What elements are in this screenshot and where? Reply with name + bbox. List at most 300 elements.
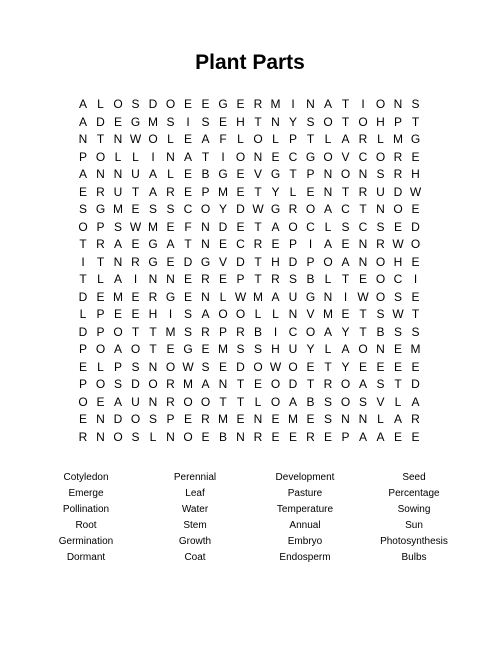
grid-letter: R	[358, 184, 368, 199]
grid-letter: C	[358, 219, 368, 234]
grid-letter: R	[253, 237, 263, 251]
grid-letter: W	[182, 359, 194, 374]
grid-letter: T	[359, 202, 367, 216]
grid-letter: L	[254, 307, 262, 321]
grid-letter: R	[253, 97, 263, 111]
grid-letter: S	[131, 359, 140, 374]
grid-letter: E	[358, 272, 367, 286]
word-list-item: Seed	[402, 472, 426, 483]
grid-letter: B	[306, 272, 315, 286]
grid-letter: N	[113, 132, 123, 146]
grid-letter: H	[271, 254, 280, 269]
grid-letter: L	[149, 429, 157, 444]
grid-letter: D	[393, 184, 403, 199]
grid-letter: N	[323, 289, 333, 304]
grid-letter: C	[393, 272, 403, 286]
grid-letter: N	[323, 167, 333, 181]
grid-letter: C	[341, 202, 350, 216]
grid-letter: E	[393, 219, 402, 234]
word-list-item: Dormant	[66, 552, 106, 563]
grid-letter: E	[183, 184, 192, 199]
grid-letter: W	[269, 359, 282, 374]
grid-letter: R	[166, 184, 175, 199]
grid-letter: D	[78, 324, 88, 339]
grid-letter: S	[376, 167, 385, 181]
grid-letter: O	[165, 359, 176, 374]
grid-letter: N	[201, 237, 210, 251]
grid-letter: R	[393, 167, 403, 181]
grid-letter: S	[148, 412, 157, 426]
grid-letter: C	[236, 237, 245, 251]
grid-letter: T	[236, 394, 245, 409]
grid-letter: P	[78, 377, 87, 391]
grid-letter: R	[253, 429, 263, 444]
grid-letter: R	[288, 202, 298, 216]
grid-letter: G	[200, 254, 211, 269]
grid-letter: P	[341, 429, 350, 444]
grid-letter: A	[393, 412, 402, 426]
word-list-item: Water	[181, 504, 209, 515]
grid-letter: D	[113, 412, 123, 426]
grid-letter: W	[357, 289, 369, 304]
grid-letter: Y	[341, 359, 350, 374]
grid-letter: N	[166, 272, 175, 286]
grid-letter: A	[341, 132, 350, 146]
grid-letter: R	[78, 429, 88, 444]
grid-letter: N	[288, 307, 298, 321]
grid-letter: I	[308, 237, 313, 251]
grid-letter: P	[288, 132, 297, 146]
grid-letter: U	[131, 167, 140, 181]
grid-letter: R	[323, 377, 333, 391]
grid-letter: N	[236, 429, 245, 444]
grid-letter: T	[254, 219, 262, 234]
grid-letter: O	[113, 429, 123, 444]
grid-letter: V	[218, 254, 227, 269]
grid-letter: E	[78, 412, 87, 426]
grid-letter: L	[237, 132, 244, 146]
grid-letter: N	[358, 237, 368, 251]
grid-letter: N	[358, 167, 368, 181]
grid-letter: A	[201, 132, 210, 146]
grid-letter: M	[218, 412, 228, 426]
grid-letter: P	[113, 359, 122, 374]
grid-letter: E	[113, 114, 122, 129]
grid-letter: A	[78, 114, 87, 129]
grid-letter: C	[306, 219, 315, 234]
grid-letter: O	[340, 394, 351, 409]
grid-letter: S	[201, 114, 210, 129]
grid-letter: O	[358, 114, 368, 129]
grid-letter: E	[183, 132, 192, 146]
grid-letter: T	[96, 132, 105, 146]
grid-letter: T	[254, 254, 262, 269]
grid-letter: L	[219, 289, 227, 304]
grid-letter: S	[113, 219, 122, 234]
grid-letter: T	[254, 184, 262, 199]
grid-letter: O	[200, 202, 211, 216]
grid-letter: A	[113, 394, 122, 409]
grid-letter: O	[288, 359, 298, 374]
grid-letter: R	[376, 237, 385, 251]
grid-letter: U	[131, 394, 140, 409]
grid-letter: W	[129, 132, 142, 146]
grid-letter: E	[411, 202, 420, 216]
word-list-item: Photosynthesis	[380, 536, 448, 547]
grid-letter: O	[95, 149, 106, 164]
grid-letter: S	[393, 289, 402, 304]
word-list-item: Bulbs	[401, 552, 427, 563]
grid-letter: R	[411, 412, 420, 426]
grid-letter: G	[270, 167, 281, 181]
grid-letter: O	[270, 377, 281, 391]
grid-letter: O	[113, 97, 123, 111]
grid-letter: G	[165, 289, 176, 304]
grid-letter: E	[411, 429, 420, 444]
grid-letter: L	[289, 184, 297, 199]
grid-letter: O	[183, 394, 193, 409]
grid-letter: T	[306, 132, 315, 146]
grid-letter: U	[113, 184, 123, 199]
grid-letter: Y	[288, 114, 297, 129]
grid-letter: N	[341, 412, 350, 426]
grid-letter: T	[306, 377, 315, 391]
grid-letter: E	[271, 237, 280, 251]
grid-letter: L	[324, 272, 332, 286]
grid-letter: I	[151, 149, 155, 164]
grid-letter: T	[394, 377, 402, 391]
grid-letter: T	[359, 324, 367, 339]
grid-letter: N	[201, 289, 210, 304]
grid-letter: Y	[271, 184, 280, 199]
grid-letter: B	[201, 167, 210, 181]
grid-letter: N	[358, 254, 368, 269]
grid-letter: C	[288, 149, 298, 164]
grid-letter: E	[236, 184, 245, 199]
grid-letter: M	[270, 97, 281, 111]
word-list-item: Annual	[289, 520, 321, 531]
grid-letter: T	[341, 97, 350, 111]
grid-letter: E	[78, 184, 87, 199]
grid-letter: N	[218, 377, 228, 391]
grid-letter: S	[183, 307, 192, 321]
grid-letter: A	[113, 237, 122, 251]
grid-letter: E	[183, 272, 192, 286]
grid-letter: M	[113, 289, 123, 304]
grid-letter: T	[219, 394, 227, 409]
grid-letter: E	[183, 289, 192, 304]
grid-letter: O	[340, 167, 351, 181]
grid-letter: Y	[341, 324, 350, 339]
grid-letter: D	[96, 114, 105, 129]
grid-letter: W	[252, 202, 264, 216]
grid-letter: N	[113, 254, 123, 269]
grid-letter: S	[376, 219, 385, 234]
word-list-item: Stem	[183, 520, 207, 531]
grid-letter: O	[340, 377, 351, 391]
grid-letter: M	[113, 202, 123, 216]
grid-letter: T	[359, 307, 367, 321]
grid-letter: L	[79, 307, 87, 321]
grid-letter: L	[324, 132, 332, 146]
grid-letter: A	[166, 237, 175, 251]
grid-letter: R	[271, 272, 280, 286]
grid-letter: L	[167, 167, 174, 181]
grid-letter: S	[288, 272, 297, 286]
grid-letter: M	[218, 184, 228, 199]
grid-letter: C	[358, 149, 368, 164]
grid-letter: W	[129, 219, 142, 234]
grid-letter: A	[201, 377, 210, 391]
grid-letter: N	[253, 149, 263, 164]
grid-letter: A	[323, 237, 332, 251]
grid-letter: P	[236, 272, 245, 286]
grid-letter: N	[323, 184, 333, 199]
grid-letter: G	[95, 202, 106, 216]
grid-letter: N	[271, 114, 280, 129]
grid-letter: T	[341, 272, 350, 286]
grid-letter: E	[166, 219, 175, 234]
grid-letter: A	[341, 342, 350, 356]
grid-letter: E	[183, 412, 192, 426]
grid-letter: U	[288, 342, 298, 356]
grid-letter: T	[236, 377, 245, 391]
grid-letter: S	[376, 307, 385, 321]
grid-letter: H	[411, 167, 420, 181]
grid-letter: L	[97, 272, 104, 286]
grid-letter: D	[411, 377, 420, 391]
grid-letter: H	[236, 114, 245, 129]
grid-letter: D	[236, 202, 245, 216]
grid-letter: R	[306, 429, 315, 444]
grid-letter: E	[201, 429, 210, 444]
grid-letter: O	[253, 132, 263, 146]
grid-letter: M	[410, 342, 421, 356]
grid-letter: L	[272, 132, 279, 146]
grid-letter: T	[96, 254, 105, 269]
grid-letter: O	[165, 97, 176, 111]
grid-letter: I	[168, 307, 173, 321]
grid-letter: S	[148, 202, 157, 216]
grid-letter: R	[393, 149, 403, 164]
grid-letter: B	[253, 324, 262, 339]
grid-letter: R	[96, 237, 105, 251]
grid-letter: O	[375, 149, 386, 164]
grid-letter: E	[201, 97, 210, 111]
grid-letter: A	[358, 377, 367, 391]
grid-letter: T	[184, 237, 192, 251]
grid-letter: E	[218, 359, 227, 374]
grid-letter: S	[131, 97, 140, 111]
grid-letter: E	[96, 289, 105, 304]
grid-letter: U	[376, 184, 385, 199]
grid-letter: N	[78, 132, 88, 146]
grid-letter: E	[166, 254, 175, 269]
grid-letter: M	[253, 289, 263, 304]
grid-letter: D	[236, 359, 245, 374]
grid-letter: G	[218, 167, 228, 181]
grid-letter: G	[183, 342, 193, 356]
grid-letter: S	[323, 412, 332, 426]
grid-letter: E	[341, 237, 350, 251]
grid-letter: A	[78, 167, 87, 181]
grid-letter: I	[413, 272, 418, 286]
grid-letter: A	[376, 429, 385, 444]
grid-letter: I	[343, 289, 348, 304]
grid-letter: P	[306, 254, 315, 269]
grid-letter: E	[411, 359, 420, 374]
grid-letter: N	[376, 342, 385, 356]
grid-letter: T	[341, 114, 350, 129]
grid-letter: B	[306, 394, 315, 409]
grid-letter: S	[341, 219, 350, 234]
grid-letter: E	[411, 289, 420, 304]
grid-letter: T	[79, 237, 87, 251]
grid-letter: N	[113, 167, 123, 181]
grid-letter: L	[132, 149, 139, 164]
grid-letter: N	[148, 394, 158, 409]
grid-letter: R	[131, 254, 140, 269]
grid-letter: E	[236, 219, 245, 234]
grid-letter: T	[79, 272, 87, 286]
grid-letter: N	[166, 429, 175, 444]
word-list-item: Percentage	[388, 488, 440, 499]
grid-letter: E	[393, 342, 402, 356]
grid-letter: N	[253, 412, 263, 426]
grid-letter: E	[253, 377, 262, 391]
grid-letter: U	[288, 289, 298, 304]
grid-letter: V	[376, 394, 385, 409]
grid-letter: E	[323, 429, 332, 444]
grid-letter: O	[183, 429, 193, 444]
grid-letter: W	[392, 307, 404, 321]
grid-letter: E	[131, 307, 140, 321]
word-list-item: Cotyledon	[63, 472, 109, 483]
grid-letter: N	[148, 272, 158, 286]
grid-letter: G	[410, 132, 421, 146]
word-list-item: Pollination	[62, 504, 110, 515]
grid-letter: D	[288, 254, 298, 269]
grid-letter: Y	[306, 342, 315, 356]
grid-letter: M	[288, 412, 298, 426]
grid-letter: A	[113, 272, 122, 286]
grid-letter: D	[236, 254, 245, 269]
grid-letter: S	[113, 377, 122, 391]
grid-letter: D	[131, 377, 140, 391]
grid-letter: S	[166, 202, 175, 216]
grid-letter: L	[97, 97, 104, 111]
grid-letter: E	[306, 412, 315, 426]
grid-letter: E	[411, 149, 420, 164]
grid-letter: E	[131, 237, 140, 251]
grid-letter: A	[201, 307, 210, 321]
grid-letter: S	[376, 377, 385, 391]
grid-letter: O	[130, 342, 141, 356]
grid-letter: T	[131, 324, 140, 339]
grid-letter: E	[218, 237, 227, 251]
grid-letter: O	[130, 412, 141, 426]
grid-letter: S	[201, 359, 210, 374]
grid-letter: N	[96, 167, 105, 181]
grid-letter: G	[270, 202, 281, 216]
grid-letter: I	[221, 149, 225, 164]
grid-letter: E	[78, 359, 87, 374]
grid-letter: S	[253, 342, 262, 356]
grid-letter: P	[166, 412, 175, 426]
grid-letter: O	[323, 254, 333, 269]
grid-letter: O	[95, 342, 106, 356]
grid-letter: I	[273, 324, 278, 339]
grid-letter: L	[377, 132, 384, 146]
grid-letter: O	[200, 394, 211, 409]
grid-letter: P	[96, 307, 105, 321]
grid-letter: N	[148, 359, 158, 374]
grid-letter: P	[96, 219, 105, 234]
grid-letter: C	[183, 202, 193, 216]
grid-letter: S	[306, 114, 315, 129]
grid-letter: T	[324, 359, 332, 374]
grid-letter: O	[235, 307, 246, 321]
grid-letter: R	[166, 377, 175, 391]
grid-letter: B	[218, 429, 227, 444]
grid-letter: D	[288, 377, 298, 391]
grid-letter: R	[96, 184, 105, 199]
grid-letter: Y	[218, 202, 227, 216]
grid-letter: A	[341, 254, 350, 269]
grid-letter: L	[324, 342, 332, 356]
grid-letter: D	[218, 219, 228, 234]
grid-letter: A	[323, 324, 332, 339]
grid-letter: E	[271, 149, 280, 164]
grid-letter: L	[167, 132, 174, 146]
grid-letter: O	[78, 394, 88, 409]
grid-letter: O	[323, 114, 333, 129]
grid-letter: E	[393, 359, 402, 374]
grid-letter: E	[236, 412, 245, 426]
word-list-item: Pasture	[287, 488, 323, 499]
grid-letter: E	[131, 202, 140, 216]
word-list-item: Temperature	[276, 504, 334, 515]
grid-letter: E	[113, 307, 122, 321]
word-list-item: Root	[75, 520, 97, 531]
grid-letter: S	[411, 97, 420, 111]
grid-letter: T	[131, 184, 140, 199]
grid-letter: A	[323, 97, 332, 111]
grid-letter: V	[253, 167, 262, 181]
grid-letter: L	[254, 394, 262, 409]
grid-letter: W	[392, 237, 404, 251]
grid-letter: O	[253, 359, 263, 374]
grid-letter: T	[411, 114, 420, 129]
grid-letter: R	[166, 394, 175, 409]
grid-letter: A	[148, 167, 157, 181]
grid-letter: V	[306, 307, 315, 321]
grid-letter: O	[410, 237, 421, 251]
grid-letter: N	[393, 97, 403, 111]
grid-letter: D	[411, 219, 420, 234]
grid-letter: E	[236, 167, 245, 181]
grid-letter: I	[186, 114, 190, 129]
grid-letter: D	[183, 254, 193, 269]
grid-letter: O	[375, 272, 386, 286]
grid-letter: S	[323, 394, 332, 409]
grid-letter: I	[133, 272, 138, 286]
grid-letter: R	[201, 272, 210, 286]
grid-letter: O	[393, 202, 403, 216]
word-list-item: Endosperm	[279, 552, 331, 563]
grid-letter: A	[323, 202, 332, 216]
grid-letter: S	[411, 324, 420, 339]
